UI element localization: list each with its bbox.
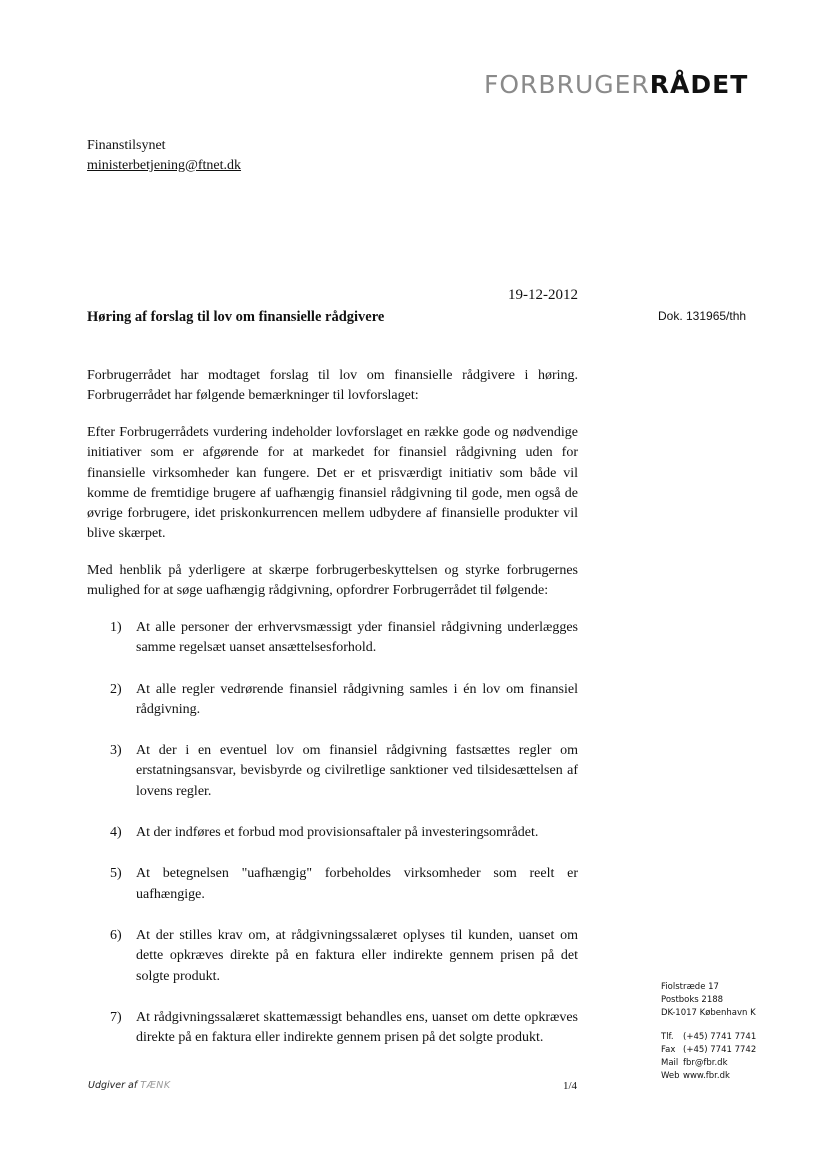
logo-part-dark: RÅDET — [649, 70, 749, 99]
list-item — [100, 823, 578, 843]
paragraph-intro: Forbrugerrådet har modtaget forslag til lov om finansielle rådgivere i høring. Forbrugerrådet har følgende bemærkninger til lovforslaget: — [87, 368, 578, 404]
footer-publisher — [88, 1080, 171, 1091]
list-item-text: At rådgivningssalæret skattemæssigt behandles ens, uanset om dette opkræves direkte på en faktura eller indirekte gennem prisen på det solgte produkt. — [136, 1009, 578, 1046]
list-item — [100, 926, 578, 987]
list-item-number: 7) — [110, 1009, 122, 1025]
publisher-prefix: Udgiver af — [88, 1080, 138, 1091]
list-item-text: At alle personer der erhvervsmæssigt yder finansiel rådgivning underlægges samme regelsæt uanset ansættelsesforhold. — [136, 620, 578, 656]
list-item-number: 2) — [110, 681, 122, 697]
contact-label: Web — [661, 1071, 680, 1082]
list-item — [100, 1008, 578, 1049]
paragraph-assessment: Efter Forbrugerrådets vurdering indeholder lovforslaget en række gode og nødvendige initiativer som er afgørende for at markedet for finansiel rådgivning uden for finansielle virksomheder kan fungere. Det er et prisværdigt initiativ som både vil komme de fremtidige brugere af uafhængig finansiel rådgivning til gode, men også de øvrige forbrugere, idet priskonkurrencen mellem udbydere af finansielle produkter vil blive skærpet. — [87, 425, 578, 542]
list-item-number: 3) — [110, 743, 122, 759]
list-item-text: At der indføres et forbud mod provisionsaftaler på investeringsområdet. — [136, 825, 539, 841]
list-item-number: 1) — [110, 620, 122, 635]
address-street: Fiolstræde 17 — [661, 982, 719, 992]
list-item-number: 6) — [110, 927, 122, 943]
list-item-text: At der i en eventuel lov om finansiel rådgivning fastsættes regler om erstatningsansvar, bevisbyrde og civilretlige sanktioner ved tilsidesættelsen af lovens regler. — [136, 743, 578, 799]
page-number: 1/4 — [563, 1080, 578, 1092]
list-item-number: 4) — [110, 825, 122, 841]
contact-value[interactable]: www.fbr.dk — [683, 1071, 730, 1082]
list-item — [100, 680, 578, 721]
recipient-email-link[interactable]: ministerbetjening@ftnet.dk — [87, 158, 242, 173]
list-item-number: 5) — [110, 866, 122, 882]
list-item-text: At alle regler vedrørende finansiel rådgivning samles i én lov om finansiel rådgivning. — [136, 681, 578, 717]
document-reference: Dok. 131965/thh — [658, 309, 747, 323]
list-item-text: At betegnelsen "uafhængig" forbeholdes virksomheder som reelt er uafhængige. — [136, 866, 578, 902]
recipient-block — [87, 136, 241, 176]
address-po-box: Postboks 2188 — [661, 995, 724, 1006]
list-item-text: At der stilles krav om, at rådgivningssalæret oplyses til kunden, uanset om dette opkræves direkte på en faktura eller indirekte gennem prisen på det solgte produkt. — [136, 927, 578, 984]
recipient-name: Finanstilsynet — [87, 138, 166, 153]
logo-part-light: FORBRUGER — [484, 70, 650, 99]
recommendation-list — [100, 618, 578, 1069]
contact-label: Tlf. — [661, 1031, 674, 1042]
list-item — [100, 618, 578, 659]
contact-phone — [661, 1031, 801, 1044]
contact-mail — [661, 1057, 801, 1070]
taenk-brand: TÆNK — [140, 1080, 171, 1091]
contact-value: (+45) 7741 7742 — [683, 1044, 757, 1055]
paragraph-recommendation-intro: Med henblik på yderligere at skærpe forbrugerbeskyttelsen og styrke forbrugernes mulighed for at søge uafhængig rådgivning, opfordrer Forbrugerrådet til følgende: — [87, 563, 578, 599]
list-item — [100, 741, 578, 802]
contact-value[interactable]: fbr@fbr.dk — [683, 1058, 728, 1069]
letter-subject: Høring af forslag til lov om finansielle rådgivere — [87, 309, 385, 325]
sender-address-block — [661, 981, 801, 1083]
contact-value: (+45) 7741 7741 — [683, 1031, 757, 1042]
contact-web — [661, 1070, 801, 1083]
list-item — [100, 864, 578, 905]
letter-date: 19-12-2012 — [508, 287, 578, 303]
address-city: DK-1017 København K — [661, 1008, 756, 1019]
contact-label: Mail — [661, 1058, 679, 1069]
contact-label: Fax — [661, 1044, 676, 1055]
forbrugerraadet-logo — [484, 70, 748, 100]
contact-fax — [661, 1044, 801, 1057]
